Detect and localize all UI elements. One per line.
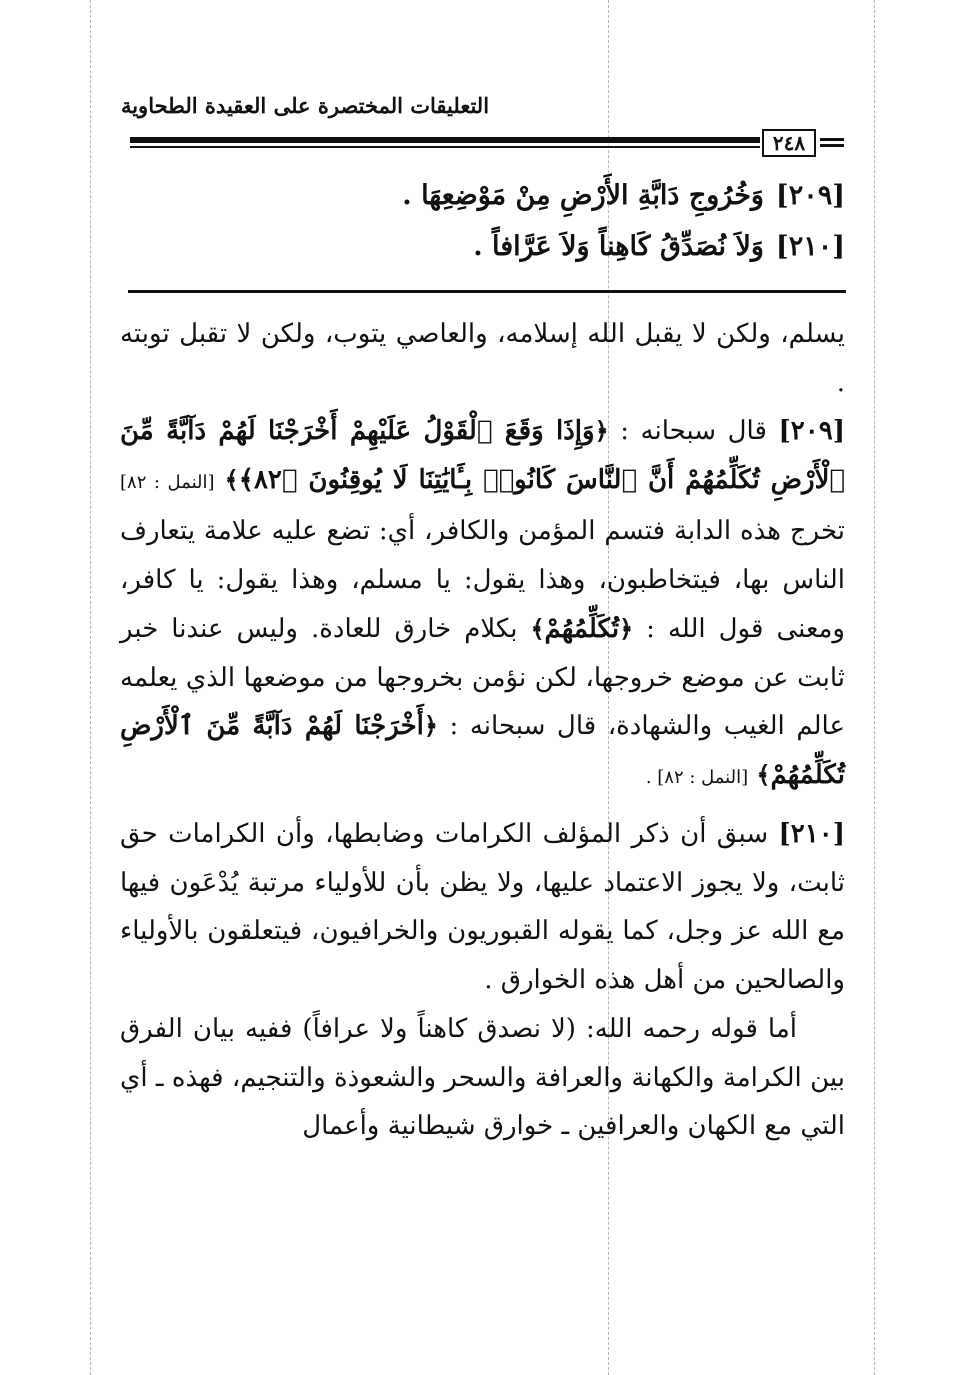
note-209-text-2: بكلام خارق للعادة. وليس عندنا خبر ثابت عن موضع خروجها، لكن نؤمن بخروجها من موضعها الذي يعلمه عالم الغيب والشهادة، قال سبحانه : xyxy=(120,613,845,742)
citation-2: [النمل : ٨٢] . xyxy=(645,766,749,788)
scan-guide-line-right xyxy=(874,0,875,1375)
matn-ref-209: [٢٠٩] xyxy=(775,180,845,211)
matn-line-209 xyxy=(300,180,845,211)
quran-verse-2: تُكَلِّمُهُمْ xyxy=(544,613,620,644)
matn-text-210: وَلاَ نُصَدِّقُ كَاهِناً وَلاَ عَرَّافاً . xyxy=(473,231,764,262)
matn-line-210 xyxy=(300,231,845,262)
note-209-ref: [٢٠٩] xyxy=(778,416,845,446)
matn-text-209: وَخُرُوجِ دَابَّةِ الأَرْضِ مِنْ مَوْضِعِهَا . xyxy=(402,180,764,211)
header-rule-thick xyxy=(130,137,760,143)
quran-verse-3: أَخْرَجْنَا لَهُمْ دَآبَّةً مِّنَ ٱلْأَرْضِ تُكَلِّمُهُمْ xyxy=(120,711,845,790)
header-rule xyxy=(130,137,760,151)
note-210-text: سبق أن ذكر المؤلف الكرامات وضابطها، وأن الكرامات حق ثابت، ولا يجوز الاعتماد عليها، ولا يظن بأن للأولياء مرتبة يُدْعَون فيها مع الله عز وجل، كما يقوله القبوريون والخرافيون، فيتعلقون بالأولياء والصالحين من أهل هذه الخوارق . xyxy=(120,819,845,996)
ornate-bracket-close: ﴾ xyxy=(756,759,771,789)
citation-1: [النمل : ٨٢] xyxy=(120,471,215,493)
top-paragraph: يسلم، ولكن لا يقبل الله إسلامه، والعاصي يتوب، ولكن لا تقبل توبته . xyxy=(120,319,845,398)
header-rule-thin xyxy=(130,146,760,148)
page-number: ٢٤٨ xyxy=(762,129,816,157)
ornate-bracket-open: ﴿ xyxy=(423,711,438,741)
matn-ref-210: [٢١٠] xyxy=(775,231,845,262)
note-210 xyxy=(120,810,845,1005)
page-number-mark xyxy=(820,138,844,150)
ornate-bracket-close: ﴾ xyxy=(530,613,545,643)
quran-verse-1: وَإِذَا وَقَعَ ٱلْقَوْلُ عَلَيْهِمْ أَخْرَجْنَا لَهُمْ دَآبَّةً مِّنَ ٱلْأَرْضِ تُكَلِّمُهُمْ أَنَّ ٱلنَّاسَ كَانُوا۟ بِـَٔايَٰتِنَا لَا يُوقِنُونَ ﴿٨٢﴾ xyxy=(120,416,845,495)
note-209 xyxy=(120,407,845,803)
ornate-bracket-open: ﴿ xyxy=(594,416,609,445)
note-209-intro: قال سبحانه : xyxy=(620,416,767,446)
ornate-bracket-open: ﴿ xyxy=(619,613,634,643)
ornate-bracket-close: ﴾ xyxy=(224,464,239,494)
scan-guide-line-left xyxy=(90,0,91,1375)
last-paragraph: أما قوله رحمه الله: (لا نصدق كاهناً ولا عرافاً) ففيه بيان الفرق بين الكرامة والكهانة والعرافة والسحر والشعوذة والتنجيم، فهذه ـ أي التي مع الكهان والعرافين ـ خوارق شيطانية وأعمال xyxy=(120,1014,845,1142)
note-209-text-1: تخرج هذه الدابة فتسم المؤمن والكافر، أي: تضع عليه علامة يتعارف الناس بها، فيتخاطبون، وهذا يقول: يا مسلم، وهذا يقول: يا كافر، ومعنى قول الله : xyxy=(120,516,845,644)
running-header-title: التعليقات المختصرة على العقيدة الطحاوية xyxy=(120,93,490,118)
note-210-ref: [٢١٠] xyxy=(778,819,846,849)
commentary-divider xyxy=(128,290,846,293)
